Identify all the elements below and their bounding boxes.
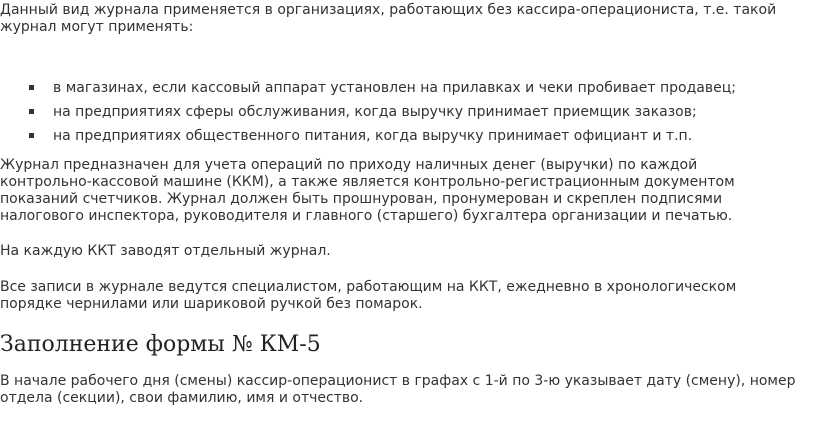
- list-item: [0, 128, 800, 149]
- list-item-text: в магазинах, если кассовый аппарат установлен на прилавках и чеки пробивает продавец;: [53, 80, 736, 96]
- list-item: [0, 104, 800, 125]
- section-heading: Заполнение формы № КМ-5: [0, 332, 321, 357]
- section-paragraph: В начале рабочего дня (смены) кассир-операционист в графах с 1-й по 3-ю указывает дату (смену), номер отдела (секции), свои фамилию, имя и отчество.: [0, 373, 796, 406]
- journal-records-paragraph: Все записи в журнале ведутся специалистом, работающим на ККТ, ежедневно в хронологическом порядке чернилами или шариковой ручкой без помарок.: [0, 279, 737, 312]
- square-bullet-icon: [29, 133, 34, 138]
- list-item-text: на предприятиях общественного питания, когда выручку принимает официант и т.п.: [53, 128, 693, 144]
- journal-purpose-paragraph: Журнал предназначен для учета операций по приходу наличных денег (выручки) по каждой контрольно-кассовой машине (ККМ), а также является контрольно-регистрационным документом показаний счетчиков. Журнал должен быть прошнурован, пронумерован и скреплен подписями налогового инспектора, руководителя и главного (старшего) бухгалтера организации и печатью.: [0, 157, 735, 224]
- usage-list: [0, 80, 800, 152]
- square-bullet-icon: [29, 85, 34, 90]
- list-item: [0, 80, 800, 101]
- intro-paragraph: Данный вид журнала применяется в организациях, работающих без кассира-операциониста, т.е. такой журнал могут применять:: [0, 2, 777, 35]
- square-bullet-icon: [29, 109, 34, 114]
- list-item-text: на предприятиях сферы обслуживания, когда выручку принимает приемщик заказов;: [53, 104, 697, 120]
- journal-per-kkt-paragraph: На каждую ККТ заводят отдельный журнал.: [0, 243, 331, 259]
